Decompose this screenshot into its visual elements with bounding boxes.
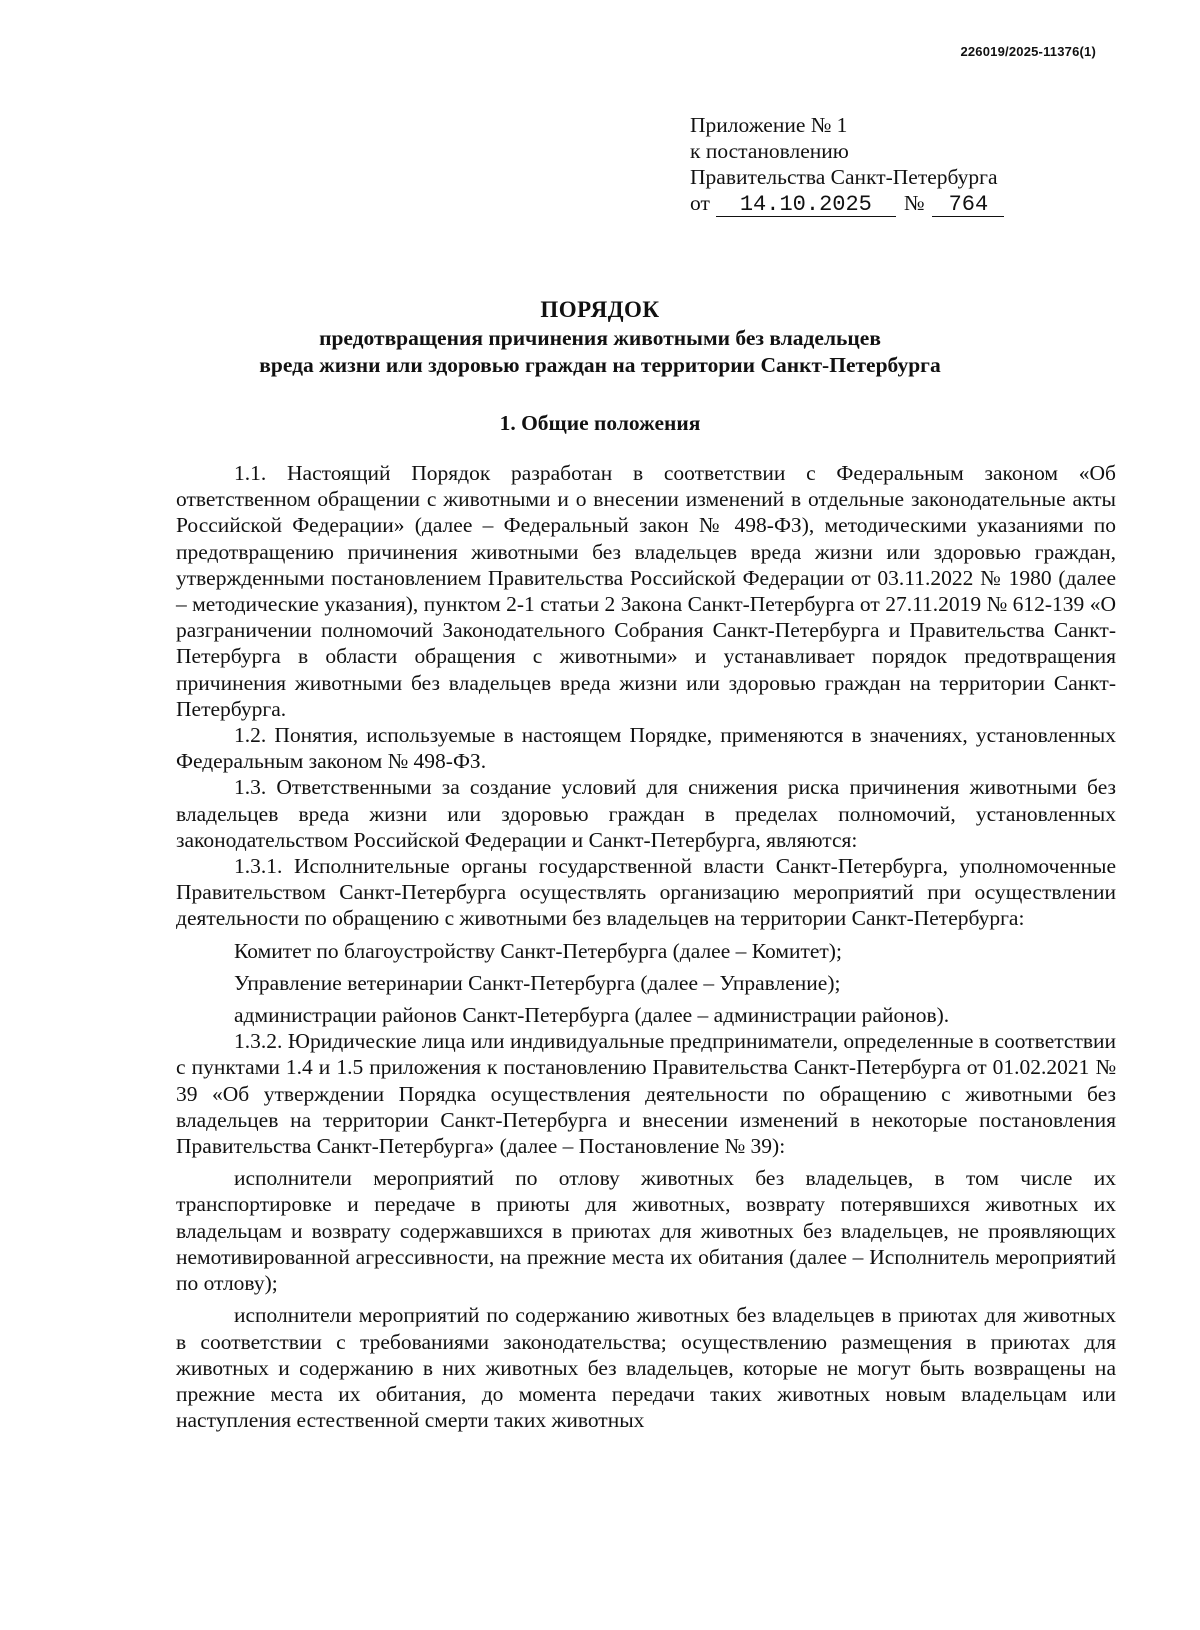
list-item-committee: Комитет по благоустройству Санкт-Петербурга (далее – Комитет); bbox=[234, 938, 842, 963]
document-body bbox=[176, 460, 1116, 1433]
document-title: ПОРЯДОК bbox=[540, 297, 660, 322]
date-prefix: от bbox=[690, 191, 710, 215]
document-registration-number: 226019/2025-11376(1) bbox=[960, 44, 1096, 59]
section-heading: 1. Общие положения bbox=[499, 411, 701, 435]
decree-number: 764 bbox=[932, 194, 1004, 217]
paragraph-catching-executors: исполнители мероприятий по отлову животных без владельцев, в том числе их транспортировке и передаче в приюты для животных, возврату потерявшихся животных их владельцам и возврату содержавшихся в приютах для животных без владельцев, не проявляющих немотивированной агрессивности, на прежние места их обитания (далее – Исполнитель мероприятий по отлову); bbox=[176, 1166, 1116, 1296]
appendix-line-3: Правительства Санкт-Петербурга bbox=[690, 165, 998, 189]
paragraph-shelter-executors: исполнители мероприятий по содержанию животных без владельцев в приютах для животных в соответствии с требованиями законодательства; осуществлению размещения в приютах для животных и содержанию в них животных без владельцев, которые не могут быть возвращены на прежние места их обитания, до момента передачи таких животных новым владельцам или наступления естественной смерти таких животных bbox=[176, 1303, 1116, 1433]
paragraph-1-3-2: 1.3.2. Юридические лица или индивидуальные предприниматели, определенные в соответствии с пунктами 1.4 и 1.5 приложения к постановлению Правительства Санкт-Петербурга от 01.02.2021 № 39 «Об утверждении Порядка осуществления деятельности по обращению с животными без владельцев на территории Санкт-Петербурга и внесении изменений в некоторые постановления Правительства Санкт-Петербурга» (далее – Постановление № 39): bbox=[176, 1029, 1116, 1159]
appendix-block bbox=[690, 112, 1004, 217]
number-sign: № bbox=[903, 191, 925, 215]
document-subtitle-line-1: предотвращения причинения животными без владельцев bbox=[319, 326, 881, 350]
appendix-line-2: к постановлению bbox=[690, 139, 849, 163]
document-subtitle-line-2: вреда жизни или здоровью граждан на территории Санкт-Петербурга bbox=[259, 353, 941, 377]
paragraph-1-1: 1.1. Настоящий Порядок разработан в соответствии с Федеральным законом «Об ответственном обращении с животными и о внесении изменений в отдельные законодательные акты Российской Федерации» (далее – Федеральный закон № 498-ФЗ), методическими указаниями по предотвращению причинения животными без владельцев вреда жизни или здоровью граждан, утвержденными постановлением Правительства Российской Федерации от 03.11.2022 № 1980 (далее – методические указания), пунктом 2-1 статьи 2 Закона Санкт-Петербурга от 27.11.2019 № 612-139 «О разграничении полномочий Законодательного Собрания Санкт-Петербурга и Правительства Санкт-Петербурга в области обращения с животными» и устанавливает порядок предотвращения причинения животными без владельцев вреда жизни или здоровью граждан на территории Санкт-Петербурга. bbox=[176, 461, 1116, 721]
list-item-veterinary: Управление ветеринарии Санкт-Петербурга (далее – Управление); bbox=[234, 970, 841, 995]
appendix-date-line bbox=[690, 190, 1004, 217]
appendix-line-1: Приложение № 1 bbox=[690, 113, 848, 137]
paragraph-1-2: 1.2. Понятия, используемые в настоящем Порядке, применяются в значениях, установленных Федеральным законом № 498-ФЗ. bbox=[176, 723, 1116, 774]
list-item-district-admins: администрации районов Санкт-Петербурга (далее – администрации районов). bbox=[234, 1003, 950, 1028]
paragraph-1-3-1: 1.3.1. Исполнительные органы государственной власти Санкт-Петербурга, уполномоченные Правительством Санкт-Петербурга осуществлять организацию мероприятий при осуществлении деятельности по обращению с животными без владельцев на территории Санкт-Петербурга: bbox=[176, 854, 1116, 931]
paragraph-1-3: 1.3. Ответственными за создание условий для снижения риска причинения животными без владельцев вреда жизни или здоровью граждан в пределах полномочий, установленных законодательством Российской Федерации и Санкт-Петербурга, являются: bbox=[176, 775, 1116, 852]
decree-date: 14.10.2025 bbox=[716, 194, 896, 217]
